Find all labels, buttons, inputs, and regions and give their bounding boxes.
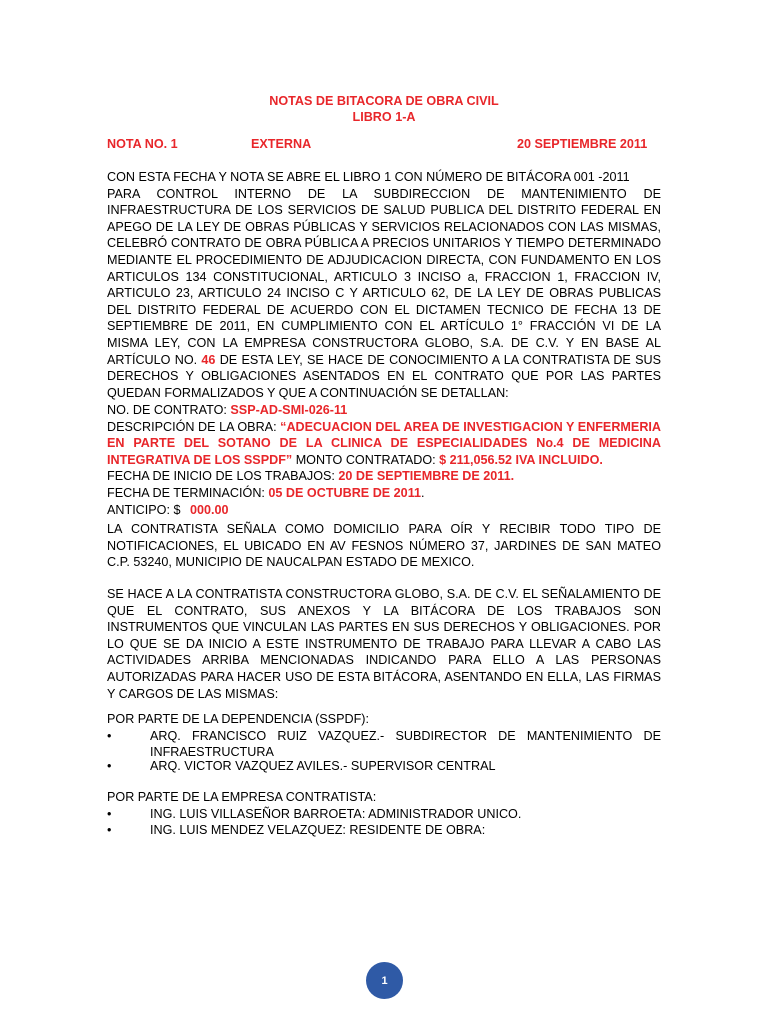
end-date-value: 05 DE OCTUBRE DE 2011 xyxy=(268,485,422,500)
empresa-item-text: ING. LUIS VILLASEÑOR BARROETA: ADMINISTRADOR UNICO. xyxy=(150,806,522,821)
nota-number: NOTA NO. 1 xyxy=(107,137,178,151)
start-date-label: FECHA DE INICIO DE LOS TRABAJOS: xyxy=(107,469,335,484)
bullet-icon: • xyxy=(107,728,112,743)
end-date-label: FECHA DE TERMINACIÓN: xyxy=(107,485,265,500)
dependencia-item xyxy=(107,758,661,775)
anticipo-line xyxy=(107,502,661,519)
anticipo-value: 000.00 xyxy=(189,502,229,517)
start-date-value: 20 DE SEPTIEMBRE DE 2011. xyxy=(338,469,515,484)
anticipo-label: ANTICIPO: $ xyxy=(107,502,181,517)
description-label: DESCRIPCIÓN DE LA OBRA: xyxy=(107,419,277,434)
bullet-icon: • xyxy=(107,759,112,773)
end-date-line xyxy=(107,485,661,502)
empresa-item-text: ING. LUIS MENDEZ VELAZQUEZ: RESIDENTE DE OBRA: xyxy=(150,823,486,838)
start-date-line xyxy=(107,468,661,485)
dependencia-label: POR PARTE DE LA DEPENDENCIA (SSPDF): xyxy=(107,712,369,726)
nota-date: 20 SEPTIEMBRE 2011 xyxy=(517,137,648,151)
contract-number-line xyxy=(107,402,661,419)
article-number: 46 xyxy=(201,352,216,367)
page-number-badge: 1 xyxy=(366,962,403,999)
empresa-item xyxy=(107,806,661,823)
dependencia-item-text: ARQ. FRANCISCO RUIZ VAZQUEZ.- SUBDIRECTOR DE MANTENIMIENTO DE INFRAESTRUCTURA xyxy=(150,728,661,760)
contract-block xyxy=(107,402,661,518)
monto-value: $ 211,056.52 IVA INCLUIDO. xyxy=(439,452,603,467)
intro-body: PARA CONTROL INTERNO DE LA SUBDIRECCION DE MANTENIMIENTO DE INFRAESTRUCTURA DE LOS SERVICIOS DE SALUD PUBLICA DEL DISTRITO FEDERAL EN APEGO DE LA LEY DE OBRAS PÚBLICAS Y SERVICIOS RELACIONADOS CON LAS MISMAS, CELEBRÓ CONTRATO DE OBRA PÚBLICA A PRECIOS UNITARIOS Y TIEMPO DETERMINADO MEDIANTE EL PROCEDIMIENTO DE ADJUDICACION DIRECTA, CON FUNDAMENTO EN LOS ARTICULOS 134 CONSTITUCIONAL, ARTICULO 3 INCISO a, FRACCION 1, FRACCION IV, ARTICULO 23, ARTICULO 24 INCISO C Y ARTICULO 62, DE LA LEY DE OBRAS PUBLICAS DEL DISTRITO FEDERAL DE ACUERDO CON EL DICTAMEN TECNICO DE FECHA 13 DE SEPTIEMBRE DE 2011, EN CUMPLIMIENTO CON EL ARTÍCULO 1° FRACCIÓN VI DE LA MISMA LEY, CON LA EMPRESA CONSTRUCTORA GLOBO, S.A. DE C.V. Y EN BASE AL ARTÍCULO NO. xyxy=(107,186,661,367)
empresa-label: POR PARTE DE LA EMPRESA CONTRATISTA: xyxy=(107,790,377,804)
intro-body-end: DE ESTA LEY, SE HACE DE CONOCIMIENTO A LA CONTRATISTA DE SUS DERECHOS Y OBLIGACIONES ASENTADOS EN EL CONTRATO QUE POR LAS PARTES QUEDAN FORMALIZADOS Y QUE A CONTINUACIÓN SE DETALLAN: xyxy=(107,352,662,400)
contract-description xyxy=(107,419,661,469)
description-value: “ADECUACION DEL AREA DE INVESTIGACION Y ENFERMERIA EN PARTE DEL SOTANO DE LA CLINICA DE ESPECIALIDADES No.4 DE MEDICINA INTEGRATIVA DE LOS SSPDF” xyxy=(107,419,662,467)
intro-paragraph xyxy=(107,186,661,402)
dependencia-item-text: ARQ. VICTOR VAZQUEZ AVILES.- SUPERVISOR CENTRAL xyxy=(150,759,496,773)
bullet-icon: • xyxy=(107,823,112,838)
monto-label: MONTO CONTRATADO: xyxy=(295,452,436,467)
document-title: NOTAS DE BITACORA DE OBRA CIVIL xyxy=(269,94,499,108)
contract-number-label: NO. DE CONTRATO: xyxy=(107,403,227,417)
end-date-period: . xyxy=(421,485,425,500)
empresa-item xyxy=(107,822,661,839)
senalamiento-paragraph: SE HACE A LA CONTRATISTA CONSTRUCTORA GLOBO, S.A. DE C.V. EL SEÑALAMIENTO DE QUE EL CONTRATO, SUS ANEXOS Y LA BITÁCORA DE LOS TRABAJOS SON INSTRUMENTOS QUE VINCULAN LAS PARTES EN SUS DERECHOS Y OBLIGACIONES. POR LO QUE SE DA INICIO A ESTE INSTRUMENTO DE TRABAJO PARA LLEVAR A CABO LAS ACTIVIDADES ARRIBA MENCIONADAS INDICANDO PARA ELLO A LAS PERSONAS AUTORIZADAS PARA HACER USO DE ESTA BITÁCORA, ASENTANDO EN ELLA, LAS FIRMAS Y CARGOS DE LAS MISMAS: xyxy=(107,587,661,701)
intro-first-line: CON ESTA FECHA Y NOTA SE ABRE EL LIBRO 1 CON NÚMERO DE BITÁCORA 001 -2011 xyxy=(107,170,630,184)
domicilio-paragraph: LA CONTRATISTA SEÑALA COMO DOMICILIO PARA OÍR Y RECIBIR TODO TIPO DE NOTIFICACIONES, EL UBICADO EN AV FESNOS NÚMERO 37, JARDINES DE SAN MATEO C.P. 53240, MUNICIPIO DE NAUCALPAN ESTADO DE MEXICO. xyxy=(107,522,661,570)
dependencia-item xyxy=(107,728,661,762)
nota-type: EXTERNA xyxy=(251,137,312,151)
bullet-icon: • xyxy=(107,806,112,821)
contract-number-value: SSP-AD-SMI-026-11 xyxy=(230,403,348,417)
document-subtitle: LIBRO 1-A xyxy=(352,110,416,124)
